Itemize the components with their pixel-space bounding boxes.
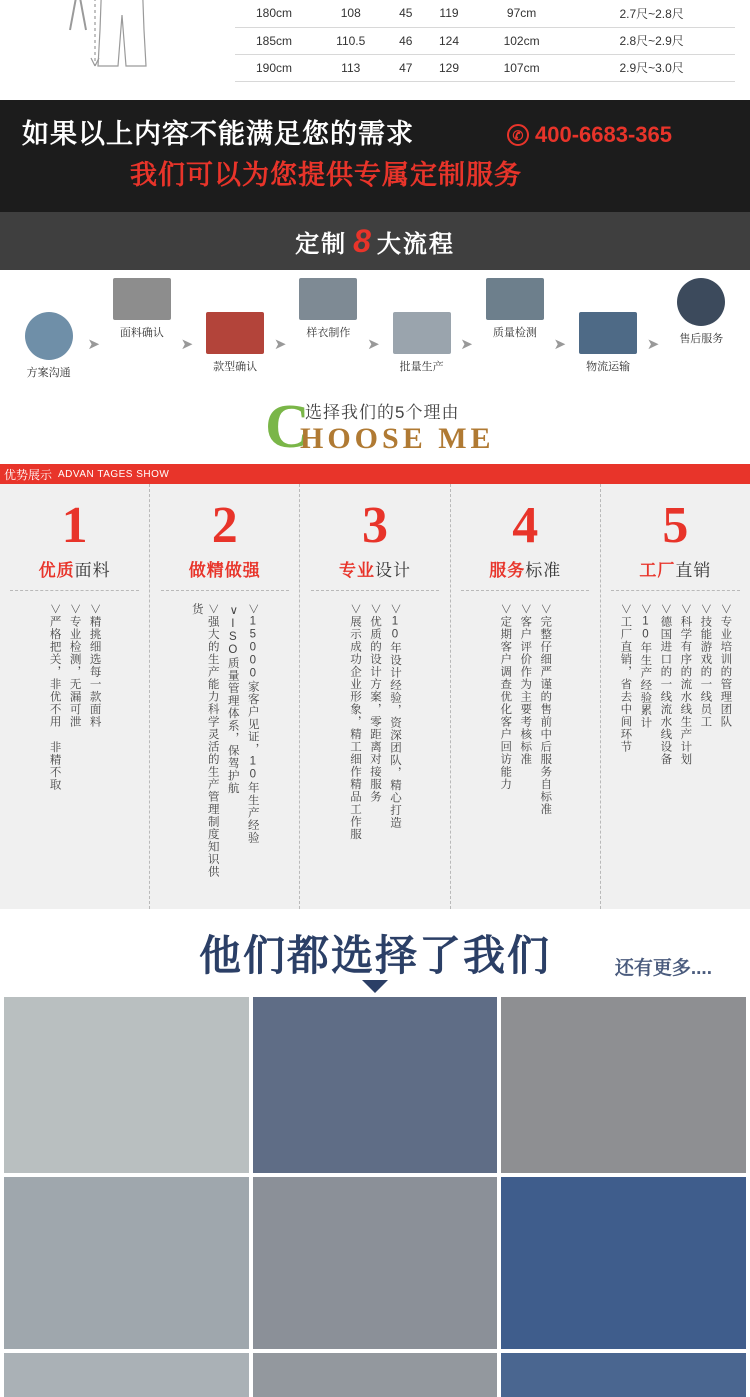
reason-point: ∨专业检测，无漏可泄	[68, 603, 81, 728]
sample-making-photo	[299, 278, 357, 320]
reason-point: ∨优质的设计方案，零距离对接服务	[369, 603, 381, 803]
flow-arrow-icon: ➤	[553, 336, 567, 353]
reason-title	[150, 556, 299, 581]
reason-point: ∨展示成功企业形象，精工细作精品工作服	[349, 603, 361, 841]
process-step-label: 款型确认	[213, 361, 258, 373]
steps-header-suffix: 大流程	[376, 230, 455, 258]
reasons-list	[0, 484, 750, 909]
reason-title-accent: 服务	[489, 561, 526, 580]
flow-arrow-icon: ➤	[646, 336, 660, 353]
reason-point: ∨技能游戏的一线员工	[699, 603, 712, 728]
reason-point: ∨定期客户调查优化客户回访能力	[499, 603, 512, 791]
reason-number: 5	[662, 497, 689, 554]
table-row	[235, 27, 735, 54]
client-photo-grid-row1	[0, 997, 750, 1173]
table-cell: 119	[423, 0, 475, 27]
reason-item-5	[601, 484, 750, 909]
reason-point: ∨科学有序的流水线生产计划	[679, 603, 692, 766]
process-step-7	[569, 278, 646, 374]
reason-title-accent: 做精做强	[188, 561, 261, 580]
classroom-strip-photo	[4, 1353, 249, 1397]
client-photo-grid-row3	[0, 1353, 750, 1397]
table-cell: 46	[388, 27, 423, 54]
reason-number: 3	[362, 497, 388, 554]
site-strip-photo	[253, 1353, 498, 1397]
table-cell: 108	[313, 0, 388, 27]
reason-point: ∨完整仔细严谨的售前中后服务自标准	[539, 603, 552, 816]
table-cell: 2.7尺~2.8尺	[568, 0, 735, 27]
headset-operator-photo	[25, 312, 73, 360]
custom-banner-line2: 我们可以为您提供专属定制服务	[130, 160, 522, 190]
reason-item-4	[451, 484, 601, 909]
process-step-3	[196, 278, 273, 374]
advantages-bar-cn: 优势展示	[4, 467, 53, 482]
reason-title	[601, 556, 750, 581]
reason-points	[0, 603, 149, 893]
reason-item-1	[0, 484, 150, 909]
reason-title-rest: 直销	[675, 561, 712, 580]
table-row	[235, 54, 735, 81]
process-step-label: 面料确认	[119, 327, 164, 339]
reason-divider	[461, 590, 589, 591]
process-step-label: 批量生产	[399, 361, 444, 373]
client-photo-grid-row2	[0, 1177, 750, 1349]
quality-check-photo	[486, 278, 544, 320]
clients-heading-more: 还有更多....	[614, 958, 712, 979]
training-classroom-photo	[4, 1177, 249, 1349]
table-cell: 102cm	[475, 27, 568, 54]
reason-title	[451, 556, 600, 581]
custom-banner-line1: 如果以上内容不能满足您的需求	[22, 119, 414, 149]
process-step-label: 样衣制作	[306, 327, 351, 339]
process-step-label: 售后服务	[679, 333, 724, 345]
size-table	[235, 0, 735, 82]
reason-number: 4	[512, 497, 539, 554]
process-step-8	[663, 278, 740, 346]
reason-points	[300, 603, 449, 893]
flow-arrow-icon: ➤	[273, 336, 287, 353]
table-cell: 110.5	[313, 27, 388, 54]
reason-item-2	[150, 484, 300, 909]
reason-divider	[311, 590, 439, 591]
uniform-style-photo	[206, 312, 264, 354]
reason-point: ∨严格把关，非优不用 非精不取	[48, 603, 61, 791]
reason-item-3	[300, 484, 450, 909]
reason-title-accent: 优质	[38, 561, 75, 580]
reason-point: ∨工厂直销，省去中间环节	[619, 603, 632, 753]
reason-point: ∨10年设计经验，资深团队，精心打造	[389, 603, 401, 829]
fabric-photo	[113, 278, 171, 320]
steps-header-prefix: 定制	[295, 230, 348, 258]
process-step-label: 质量检测	[492, 327, 537, 339]
choose-us-heading	[0, 392, 750, 464]
process-step-4	[290, 278, 367, 340]
table-cell: 113	[313, 54, 388, 81]
logistics-photo	[579, 312, 637, 354]
choose-big-c: C	[265, 393, 310, 461]
table-cell: 2.9尺~3.0尺	[568, 54, 735, 81]
reason-divider	[611, 590, 739, 591]
reason-divider	[10, 590, 138, 591]
table-cell: 180cm	[235, 0, 313, 27]
table-cell: 107cm	[475, 54, 568, 81]
reason-points	[601, 603, 750, 893]
steps-header	[0, 212, 750, 270]
process-flow-row	[10, 278, 740, 388]
reason-point: ∨客户评价作为主要考核标准	[519, 603, 532, 766]
process-step-6	[476, 278, 553, 340]
hotline-phone[interactable]	[507, 122, 672, 148]
flow-arrow-icon: ➤	[460, 336, 473, 353]
reason-points	[451, 603, 600, 893]
table-cell: 129	[423, 54, 475, 81]
process-step-label: 方案沟通	[26, 367, 71, 379]
reason-points	[150, 603, 299, 893]
reason-number: 2	[211, 497, 238, 554]
reason-point: ∨ISO质量管理体系，保驾护航	[226, 603, 239, 795]
reason-point: ∨15000家客户见证，10年生产经验	[246, 603, 259, 844]
custom-service-banner	[0, 100, 750, 212]
hotline-number: 400-6683-365	[534, 122, 672, 147]
advantages-bar	[0, 464, 750, 484]
flow-arrow-icon: ➤	[87, 336, 100, 353]
blue-uniform-team-truck-photo	[253, 997, 498, 1173]
table-cell: 190cm	[235, 54, 313, 81]
down-triangle-icon	[362, 980, 388, 993]
clients-heading	[0, 909, 750, 997]
avon-2017-team-event-photo	[501, 1177, 746, 1349]
flow-arrow-icon: ➤	[367, 336, 380, 353]
workers-lineup-helmets-photo	[4, 997, 249, 1173]
table-cell: 97cm	[475, 0, 568, 27]
reason-title-rest: 标准	[525, 561, 562, 580]
reason-divider	[161, 590, 289, 591]
table-cell: 47	[388, 54, 423, 81]
reason-point: ∨精挑细选每一款面料	[88, 603, 101, 728]
process-step-label: 物流运输	[586, 361, 631, 373]
trousers-diagram	[40, 0, 210, 95]
flow-arrow-icon: ➤	[180, 336, 194, 353]
table-cell: 2.8尺~2.9尺	[568, 27, 735, 54]
table-cell: 185cm	[235, 27, 313, 54]
event-strip-photo	[501, 1353, 746, 1397]
table-row	[235, 0, 735, 27]
reason-point: ∨德国进口的一线流水线设备	[659, 603, 672, 766]
reason-title-accent: 专业	[339, 561, 375, 580]
reason-title-rest: 设计	[375, 561, 411, 580]
reason-title-accent: 工厂	[639, 561, 676, 580]
mass-production-photo	[393, 312, 451, 354]
process-step-2	[103, 278, 180, 340]
table-cell: 124	[423, 27, 475, 54]
reason-point: ∨强大的生产能力科学灵活的生产管理制度知识供货	[190, 603, 219, 878]
grey-uniform-team-banner-photo	[501, 997, 746, 1173]
size-table-section	[0, 0, 750, 100]
reason-title	[300, 556, 449, 581]
reason-title	[0, 556, 149, 581]
process-step-5	[383, 278, 460, 374]
reason-point: ∨10年生产经验累计	[639, 603, 652, 729]
process-flow	[0, 270, 750, 392]
reason-title-rest: 面料	[74, 561, 111, 580]
reason-number: 1	[61, 497, 88, 554]
choose-cn-text: 选择我们的5个理由	[305, 403, 460, 422]
size-table-body	[235, 0, 735, 81]
advantages-bar-en: ADVAN TAGES SHOW	[58, 468, 170, 480]
table-cell: 45	[388, 0, 423, 27]
after-sales-team-photo	[677, 278, 725, 326]
process-step-1	[10, 278, 87, 380]
safety-first-site-photo	[253, 1177, 498, 1349]
phone-icon: ✆	[507, 124, 529, 146]
steps-header-number: 8	[353, 222, 371, 259]
reason-point: ∨专业培训的管理团队	[719, 603, 732, 728]
clients-heading-main: 他们都选择了我们	[198, 932, 551, 979]
choose-en-text: HOOSE ME	[300, 422, 495, 455]
